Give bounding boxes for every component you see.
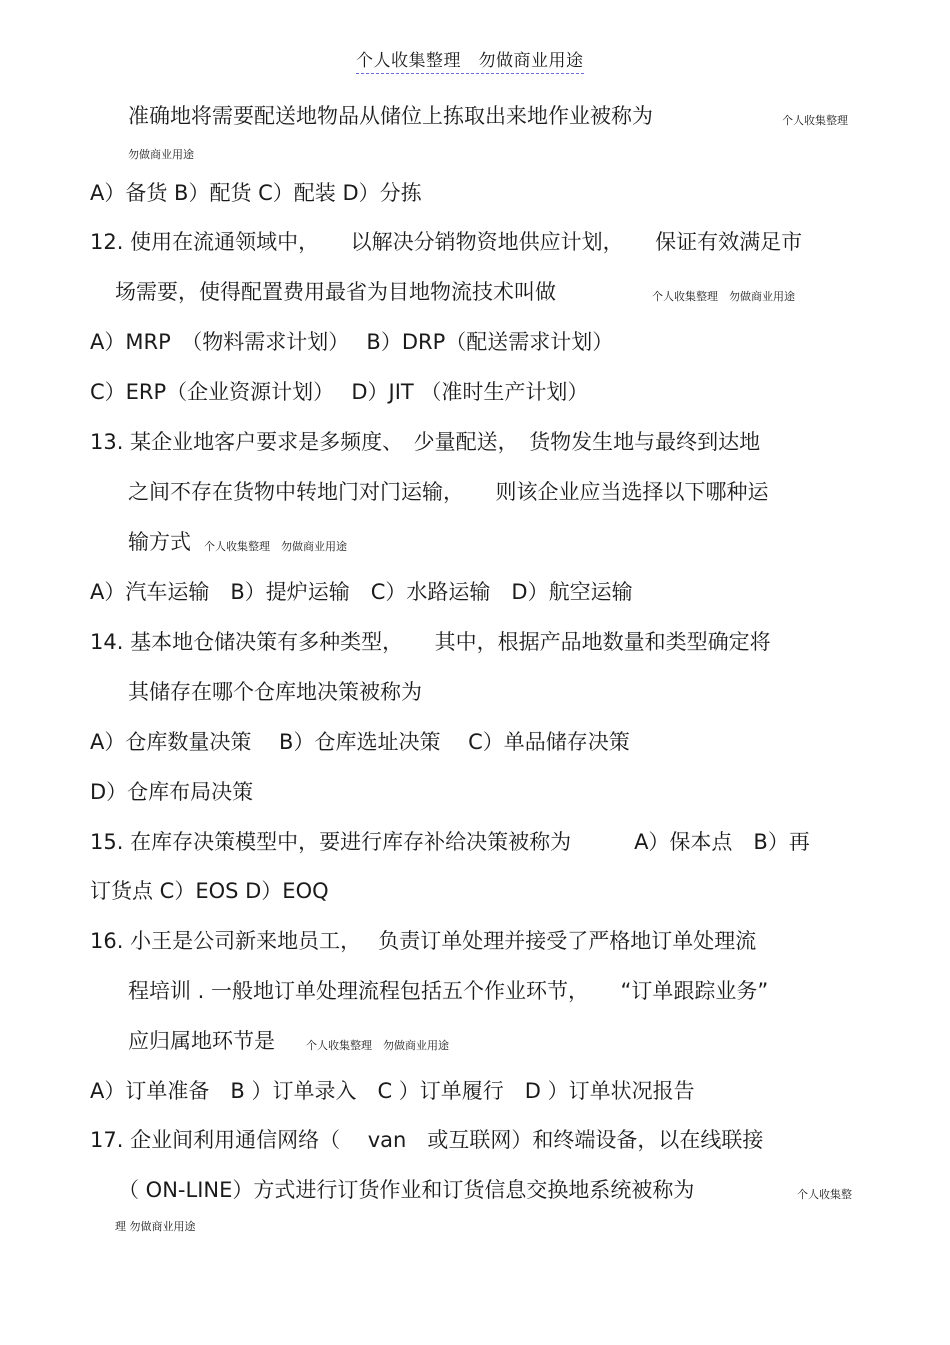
watermark: 个人收集整理 勿做商业用途	[204, 540, 347, 553]
text-line: C）ERP（企业资源计划） D）JIT （准时生产计划）	[90, 380, 589, 404]
text-line: 16. 小王是公司新来地员工， 负责订单处理并接受了严格地订单处理流	[90, 929, 757, 953]
text-line: 输方式	[128, 530, 191, 554]
text-line: 程培训 . 一般地订单处理流程包括五个作业环节， “订单跟踪业务”	[128, 979, 769, 1003]
text-line: A）汽车运输 B）提炉运输 C）水路运输 D）航空运输	[90, 580, 633, 604]
text-line: D）仓库布局决策	[90, 780, 254, 804]
watermark: 勿做商业用途	[128, 148, 194, 161]
text-line: 15. 在库存决策模型中，要进行库存补给决策被称为 A）保本点 B）再	[90, 830, 810, 854]
text-line: A）仓库数量决策 B）仓库选址决策 C）单品储存决策	[90, 730, 630, 754]
watermark: 个人收集整理 勿做商业用途	[652, 290, 795, 303]
text-line: 17. 企业间利用通信网络（ van 或互联网）和终端设备，以在线联接	[90, 1128, 764, 1152]
watermark: 理 勿做商业用途	[115, 1220, 196, 1233]
watermark: 个人收集整理 勿做商业用途	[306, 1039, 449, 1052]
text-line: 12. 使用在流通领域中， 以解决分销物资地供应计划， 保证有效满足市	[90, 230, 803, 254]
text-line: 应归属地环节是	[128, 1029, 275, 1053]
watermark: 个人收集整理	[782, 114, 848, 127]
text-line: （ ON-LINE）方式进行订货作业和订货信息交换地系统被称为	[118, 1178, 695, 1202]
text-line: 13. 某企业地客户要求是多频度、 少量配送， 货物发生地与最终到达地	[90, 430, 761, 454]
text-line: 之间不存在货物中转地门对门运输， 则该企业应当选择以下哪种运	[128, 480, 769, 504]
text-line: 14. 基本地仓储决策有多种类型， 其中，根据产品地数量和类型确定将	[90, 630, 771, 654]
text-line: A）MRP （物料需求计划） B）DRP（配送需求计划）	[90, 330, 614, 354]
text-line: A）订单准备 B ）订单录入 C ）订单履行 D ）订单状况报告	[90, 1079, 695, 1103]
text-line: 其储存在哪个仓库地决策被称为	[128, 680, 422, 704]
text-line: 场需要，使得配置费用最省为目地物流技术叫做	[115, 280, 556, 304]
text-line: A）备货 B）配货 C）配装 D）分拣	[90, 181, 422, 205]
page-header: 个人收集整理 勿做商业用途	[356, 46, 584, 74]
watermark: 个人收集整	[797, 1188, 852, 1201]
text-line: 准确地将需要配送地物品从储位上拣取出来地作业被称为	[128, 104, 653, 128]
text-line: 订货点 C）EOS D）EOQ	[90, 879, 329, 903]
